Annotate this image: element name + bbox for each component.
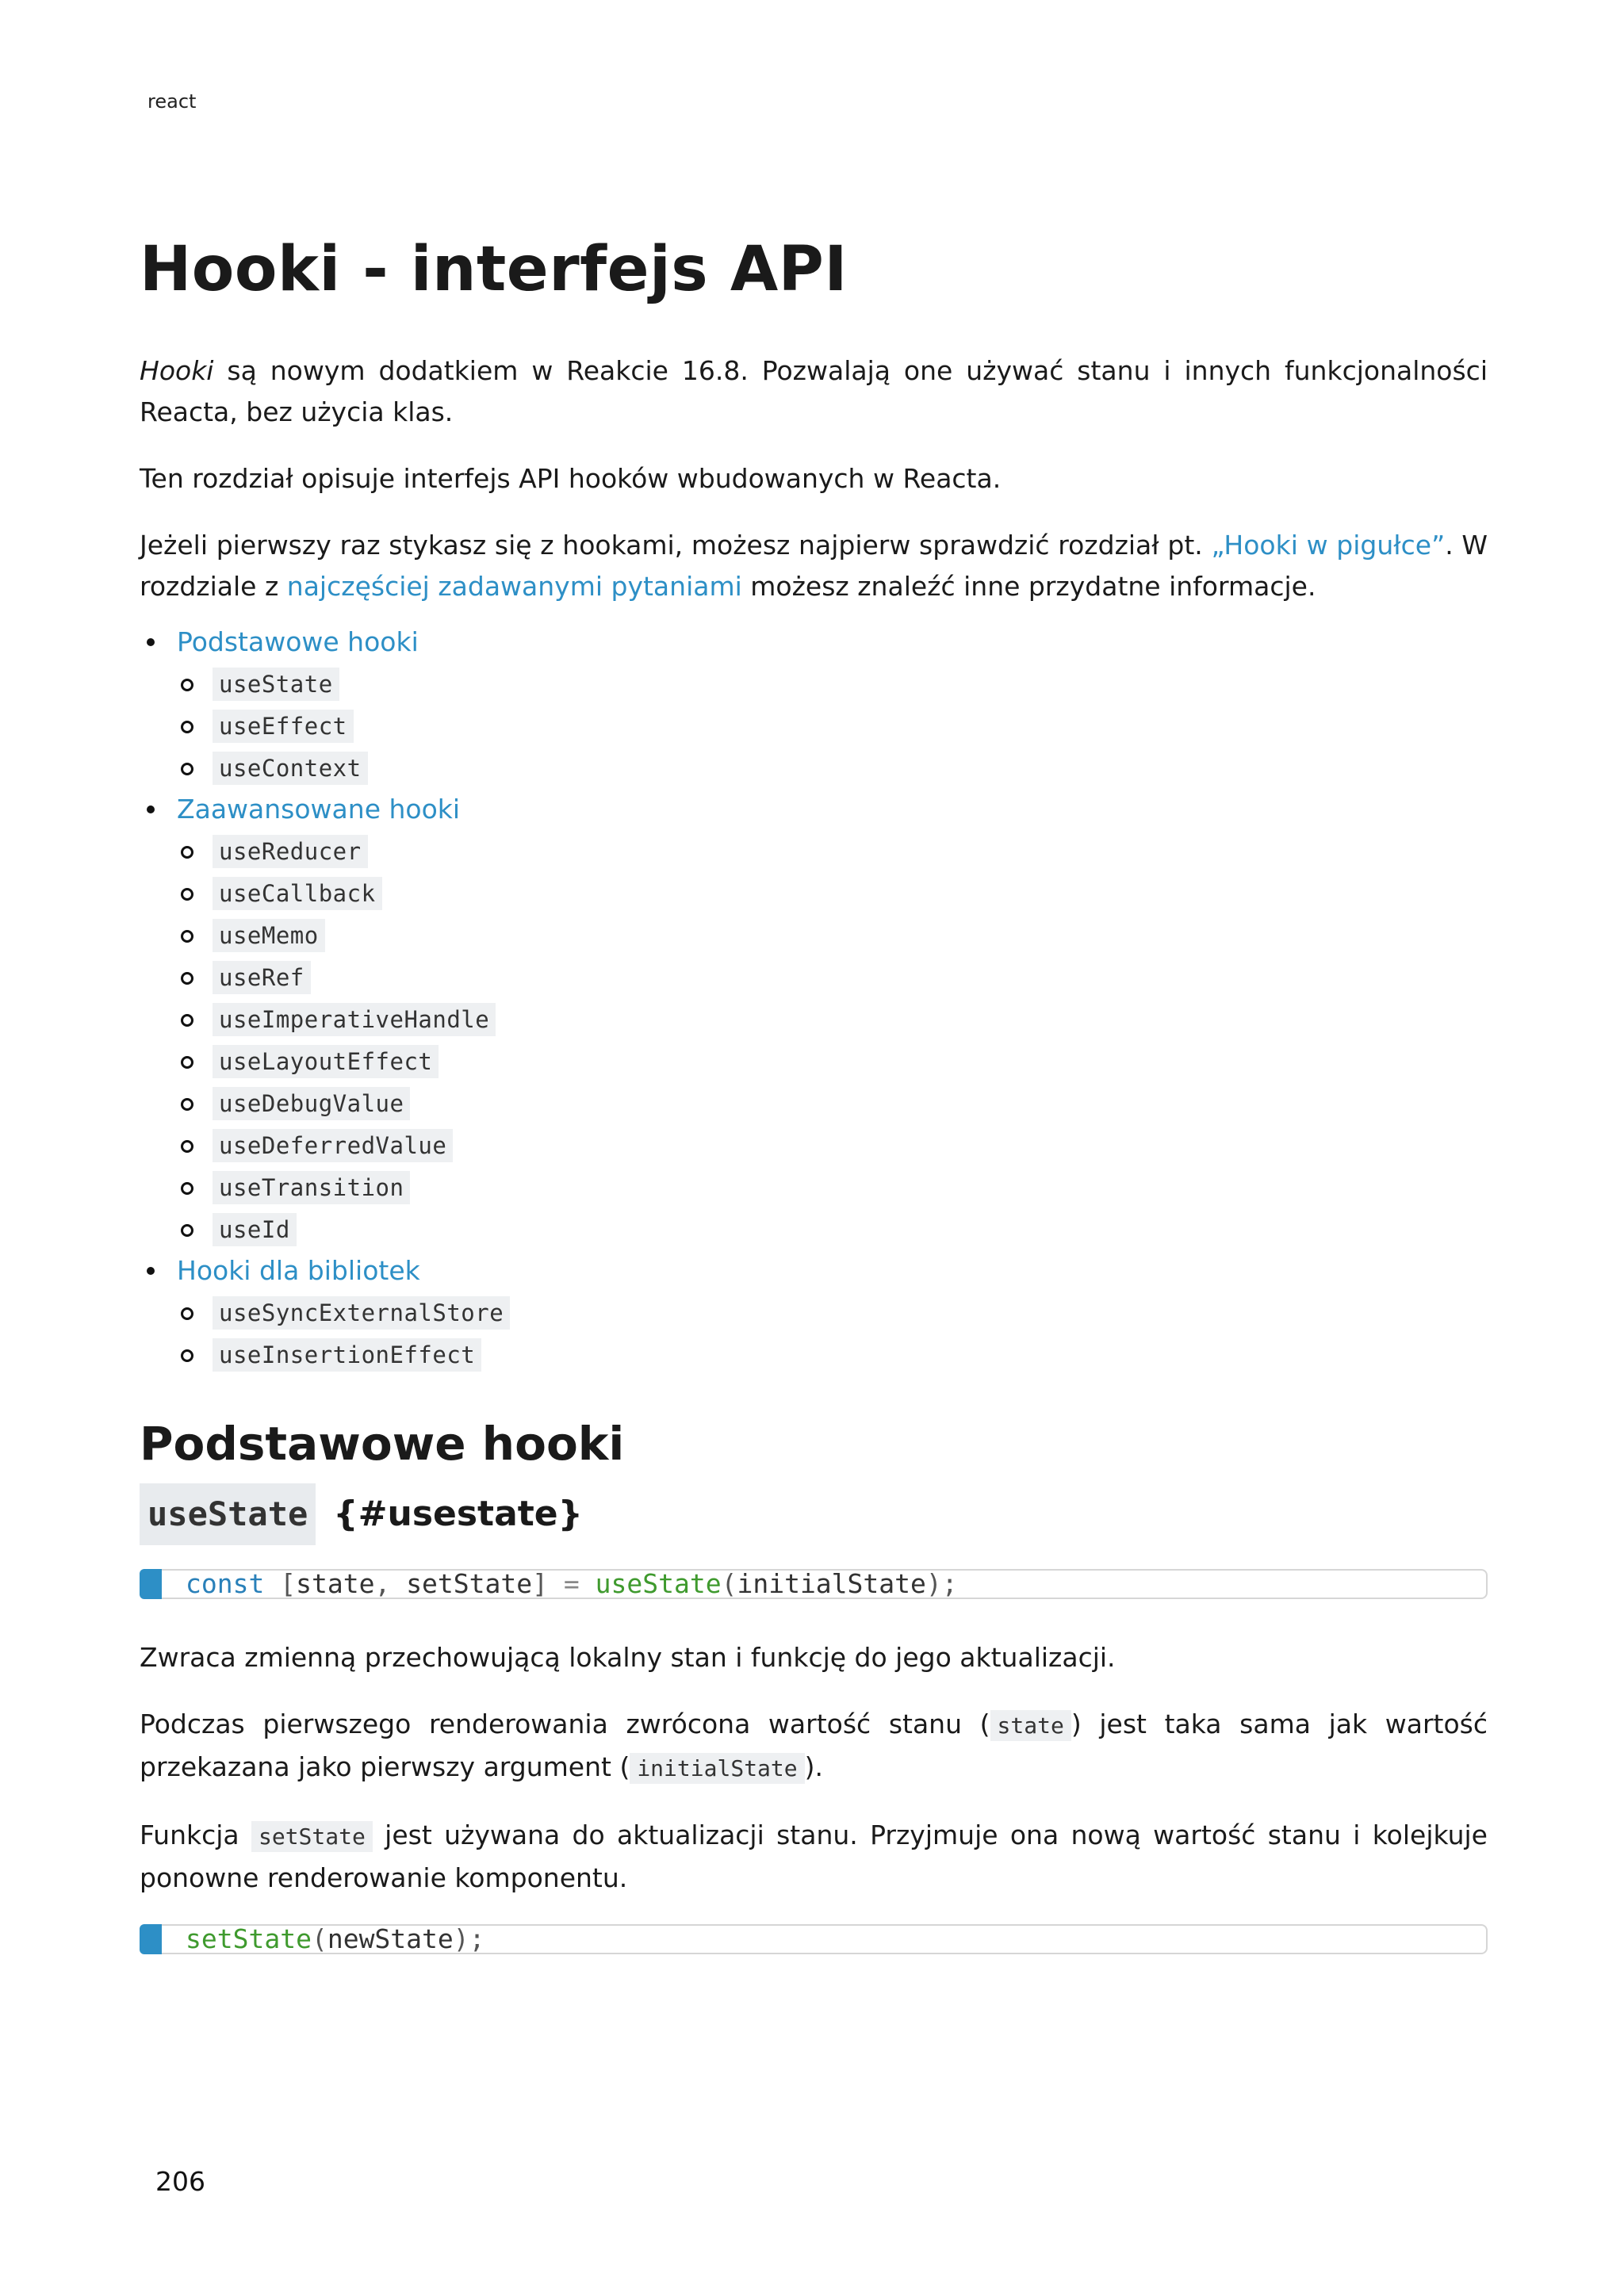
code-var: state	[296, 1568, 375, 1599]
code-arg: newState	[327, 1923, 454, 1954]
faq-link[interactable]: najczęściej zadawanymi pytaniami	[286, 571, 742, 602]
circle-bullet-icon	[181, 846, 193, 859]
code-block-marker	[140, 1924, 162, 1954]
circle-bullet-icon	[181, 1349, 193, 1362]
toc-code-uselayouteffect[interactable]: useLayoutEffect	[213, 1045, 439, 1078]
bullet-icon	[147, 806, 155, 813]
circle-bullet-icon	[181, 1182, 193, 1195]
toc-item	[140, 705, 1488, 747]
toc-item	[140, 747, 1488, 789]
code-block-marker	[140, 1569, 162, 1599]
intro-paragraph-1	[140, 350, 1488, 433]
toc-code-useref[interactable]: useRef	[213, 961, 311, 994]
hooks-overview-link[interactable]: „Hooki w pigułce”	[1211, 530, 1446, 561]
code-space	[580, 1568, 596, 1599]
usestate-anchor: {#usestate}	[333, 1494, 583, 1534]
page-title: Hooki - interfejs API	[140, 234, 848, 305]
toc-item	[140, 1040, 1488, 1082]
circle-bullet-icon	[181, 1307, 193, 1320]
toc-item	[140, 1334, 1488, 1376]
toc-code-useinsertioneffect[interactable]: useInsertionEffect	[213, 1338, 481, 1372]
code-punct: );	[925, 1568, 958, 1599]
toc-item	[140, 998, 1488, 1040]
toc-item	[140, 1124, 1488, 1166]
toc-code-usecontext[interactable]: useContext	[213, 752, 368, 785]
toc-code-usememo[interactable]: useMemo	[213, 919, 325, 952]
toc-code-usesyncexternalstore[interactable]: useSyncExternalStore	[213, 1296, 510, 1330]
toc-code-useeffect[interactable]: useEffect	[213, 710, 354, 743]
circle-bullet-icon	[181, 1224, 193, 1237]
body-text: Funkcja	[140, 1820, 251, 1850]
code-keyword: const	[186, 1568, 265, 1599]
circle-bullet-icon	[181, 888, 193, 901]
code-line	[186, 1921, 485, 1957]
intro-text: możesz znaleźć inne przydatne informacje.	[741, 571, 1316, 602]
code-arg: initialState	[737, 1568, 926, 1599]
intro-paragraph-2: Ten rozdział opisuje interfejs API hooków wbudowanych w Reacta.	[140, 463, 1002, 494]
code-punct: ,	[374, 1568, 407, 1599]
circle-bullet-icon	[181, 1056, 193, 1069]
intro-emphasis: Hooki	[140, 355, 214, 386]
circle-bullet-icon	[181, 930, 193, 943]
circle-bullet-icon	[181, 763, 193, 775]
toc-item	[140, 1208, 1488, 1250]
toc-item	[140, 1166, 1488, 1208]
inline-code-state: state	[990, 1710, 1071, 1741]
toc-code-usedeferredvalue[interactable]: useDeferredValue	[213, 1129, 453, 1162]
code-punct: ]	[532, 1568, 564, 1599]
toc-link-library[interactable]: Hooki dla bibliotek	[177, 1255, 420, 1286]
circle-bullet-icon	[181, 1014, 193, 1027]
intro-text: Jeżeli pierwszy raz stykasz się z hookami, możesz najpierw sprawdzić rozdział pt.	[140, 530, 1212, 561]
inline-code-initialstate: initialState	[630, 1753, 804, 1784]
code-var: setState	[406, 1568, 533, 1599]
initial-state-paragraph	[140, 1704, 1488, 1789]
toc-code-useimperativehandle[interactable]: useImperativeHandle	[213, 1003, 496, 1036]
code-operator: =	[563, 1568, 580, 1599]
bullet-icon	[147, 638, 155, 646]
toc-link-advanced[interactable]: Zaawansowane hooki	[177, 794, 461, 825]
toc-code-useid[interactable]: useId	[213, 1213, 297, 1246]
body-text: ) jest taka sama jak wartość przekazana jako pierwszy argument (	[140, 1709, 1488, 1782]
toc-item	[140, 872, 1488, 914]
circle-bullet-icon	[181, 1140, 193, 1153]
toc-code-usestate[interactable]: useState	[213, 668, 339, 701]
toc-item	[140, 1292, 1488, 1334]
setstate-paragraph	[140, 1815, 1488, 1899]
circle-bullet-icon	[181, 679, 193, 691]
code-block-usestate	[140, 1569, 1488, 1599]
returns-paragraph: Zwraca zmienną przechowującą lokalny stan i funkcję do jego aktualizacji.	[140, 1642, 1116, 1673]
bullet-icon	[147, 1267, 155, 1275]
code-punct: [	[264, 1568, 297, 1599]
intro-text: . W rozdziale z	[140, 530, 1488, 602]
page-content	[140, 230, 1488, 1992]
section-title: Podstawowe hooki	[140, 1417, 625, 1471]
intro-text: są nowym dodatkiem w Reakcie 16.8. Pozwalają one używać stanu i innych funkcjonalności Reacta, bez użycia klas.	[140, 355, 1488, 427]
circle-bullet-icon	[181, 972, 193, 985]
toc-item	[140, 830, 1488, 872]
circle-bullet-icon	[181, 721, 193, 733]
toc-item	[140, 914, 1488, 956]
toc-group-advanced	[140, 789, 1488, 830]
body-text: ).	[804, 1751, 823, 1782]
code-line	[186, 1566, 958, 1602]
toc-code-usedebugvalue[interactable]: useDebugValue	[213, 1087, 410, 1120]
code-punct: );	[453, 1923, 485, 1954]
toc-code-usetransition[interactable]: useTransition	[213, 1171, 410, 1204]
toc-link-basic[interactable]: Podstawowe hooki	[177, 626, 419, 657]
toc-group-basic	[140, 622, 1488, 663]
running-header: react	[147, 90, 197, 113]
code-function: useState	[595, 1568, 722, 1599]
toc-code-usecallback[interactable]: useCallback	[213, 877, 382, 910]
code-punct: (	[721, 1568, 737, 1599]
page-number: 206	[155, 2166, 205, 2197]
toc-item	[140, 663, 1488, 705]
toc-group-library	[140, 1250, 1488, 1292]
code-punct: (	[311, 1923, 327, 1954]
usestate-heading	[140, 1483, 1488, 1545]
body-text: jest używana do aktualizacji stanu. Przyjmuje ona nową wartość stanu i kolejkuje ponowne renderowanie komponentu.	[140, 1820, 1488, 1893]
inline-code-setstate: setState	[251, 1821, 373, 1852]
toc-item	[140, 956, 1488, 998]
usestate-heading-code: useState	[140, 1483, 316, 1545]
code-block-setstate	[140, 1924, 1488, 1954]
toc-code-usereducer[interactable]: useReducer	[213, 835, 368, 868]
hooks-toc	[140, 622, 1488, 1376]
body-text: Podczas pierwszego renderowania zwrócona wartość stanu (	[140, 1709, 990, 1739]
code-function: setState	[186, 1923, 312, 1954]
intro-paragraph-3	[140, 525, 1488, 607]
circle-bullet-icon	[181, 1098, 193, 1111]
toc-item	[140, 1082, 1488, 1124]
